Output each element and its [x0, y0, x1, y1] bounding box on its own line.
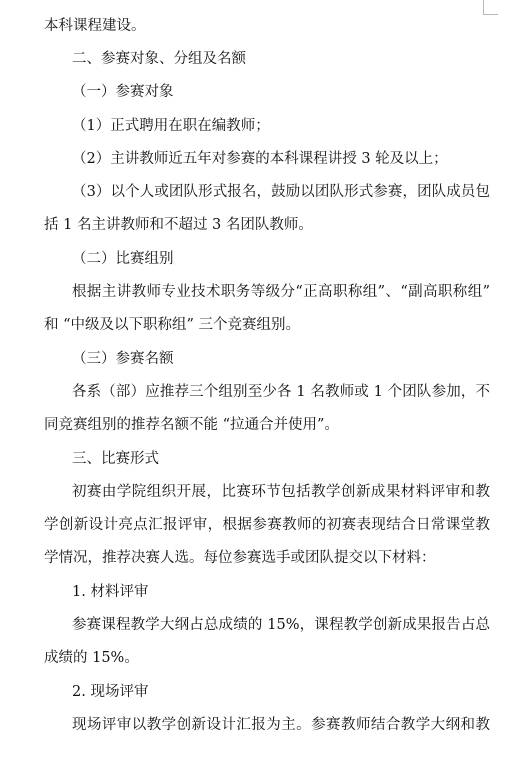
- text-line: 各系（部）应推荐三个组别至少各 1 名教师或 1 个团队参加，不: [72, 384, 490, 400]
- subsection-heading: 2. 现场评审: [72, 684, 149, 700]
- text-line: 学情况，推荐决赛人选。每位参赛选手或团队提交以下材料：: [44, 550, 436, 566]
- page-corner-mark: [483, 0, 498, 15]
- text-line: 初赛由学院组织开展，比赛环节包括教学创新成果材料评审和教: [72, 484, 490, 500]
- text-line: 学创新设计亮点汇报评审，根据参赛教师的初赛表现结合日常课堂教: [44, 517, 490, 533]
- text-line: 同竞赛组别的推荐名额不能 “拉通合并使用”。: [44, 417, 339, 433]
- section-heading: 三、比赛形式: [72, 451, 159, 467]
- subsection-heading: （一）参赛对象: [72, 84, 174, 100]
- text-line: 现场评审以教学创新设计汇报为主。参赛教师结合教学大纲和教: [72, 717, 490, 733]
- text-line: 和 “中级及以下职称组” 三个竞赛组别。: [44, 317, 301, 333]
- text-line: 括 1 名主讲教师和不超过 3 名团队教师。: [44, 217, 313, 233]
- section-heading: 二、参赛对象、分组及名额: [72, 51, 246, 67]
- subsection-heading: （二）比赛组别: [72, 251, 174, 267]
- text-line: 根据主讲教师专业技术职务等级分“正高职称组”、“副高职称组”: [72, 284, 490, 300]
- subsection-heading: 1. 材料评审: [72, 584, 149, 600]
- subsection-heading: （三）参赛名额: [72, 351, 174, 367]
- text-line: 参赛课程教学大纲占总成绩的 15%，课程教学创新成果报告占总: [72, 617, 490, 633]
- text-line: （3）以个人或团队形式报名，鼓励以团队形式参赛，团队成员包: [72, 184, 490, 200]
- text-line: 本科课程建设。: [44, 18, 146, 34]
- text-line: 成绩的 15%。: [44, 650, 139, 666]
- text-line: （2）主讲教师近五年对参赛的本科课程讲授 3 轮及以上；: [72, 151, 448, 167]
- text-line: （1）正式聘用在职在编教师；: [72, 118, 270, 134]
